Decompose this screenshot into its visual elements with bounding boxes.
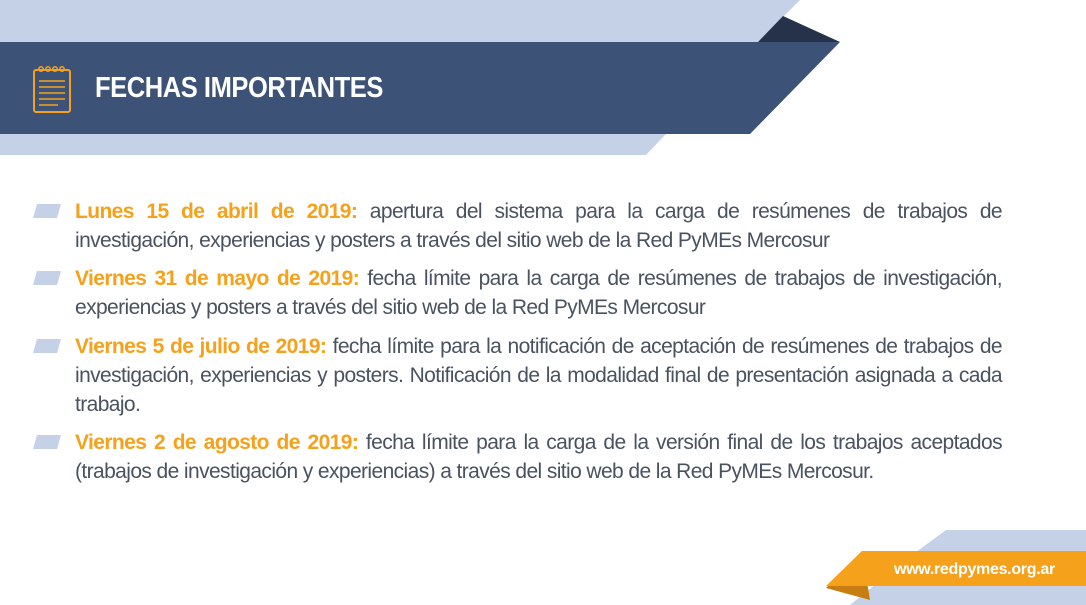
list-item: [75, 332, 1002, 419]
top-light-band: [0, 0, 800, 42]
bullet-icon: [33, 271, 61, 285]
list-item: [75, 197, 1002, 255]
item-date: Lunes 15 de abril de 2019:: [75, 200, 358, 223]
item-date: Viernes 31 de mayo de 2019:: [75, 267, 360, 290]
item-text: fecha límite para la notificación de aceptación de resúmenes de trabajos de investigación, experiencias y posters. Notificación de la modalidad final de presentación asignada a cada trabajo.: [75, 335, 1002, 416]
bullet-icon: [33, 435, 61, 449]
item-text: fecha límite para la carga de resúmenes de trabajos de investigación, experiencias y posters a través del sitio web de la Red PyMEs Mercosur: [75, 267, 1002, 319]
page-title: FECHAS IMPORTANTES: [95, 72, 383, 104]
bullet-icon: [33, 204, 61, 218]
item-date: Viernes 5 de julio de 2019:: [75, 335, 327, 358]
item-date: Viernes 2 de agosto de 2019:: [75, 431, 359, 454]
item-text: fecha límite para la carga de la versión final de los trabajos aceptados (trabajos de investigación y experiencias) a través del sitio web de la Red PyMEs Mercosur.: [75, 431, 1002, 483]
list-item: [75, 264, 1002, 322]
header-under-band: [0, 134, 666, 155]
item-text: apertura del sistema para la carga de resúmenes de trabajos de investigación, experiencias y posters a través del sitio web de la Red PyMEs Mercosur: [75, 200, 1002, 252]
notepad-icon: [30, 64, 74, 116]
list-item: [75, 428, 1002, 486]
bullet-icon: [33, 339, 61, 353]
website-link[interactable]: www.redpymes.org.ar: [894, 561, 1055, 578]
